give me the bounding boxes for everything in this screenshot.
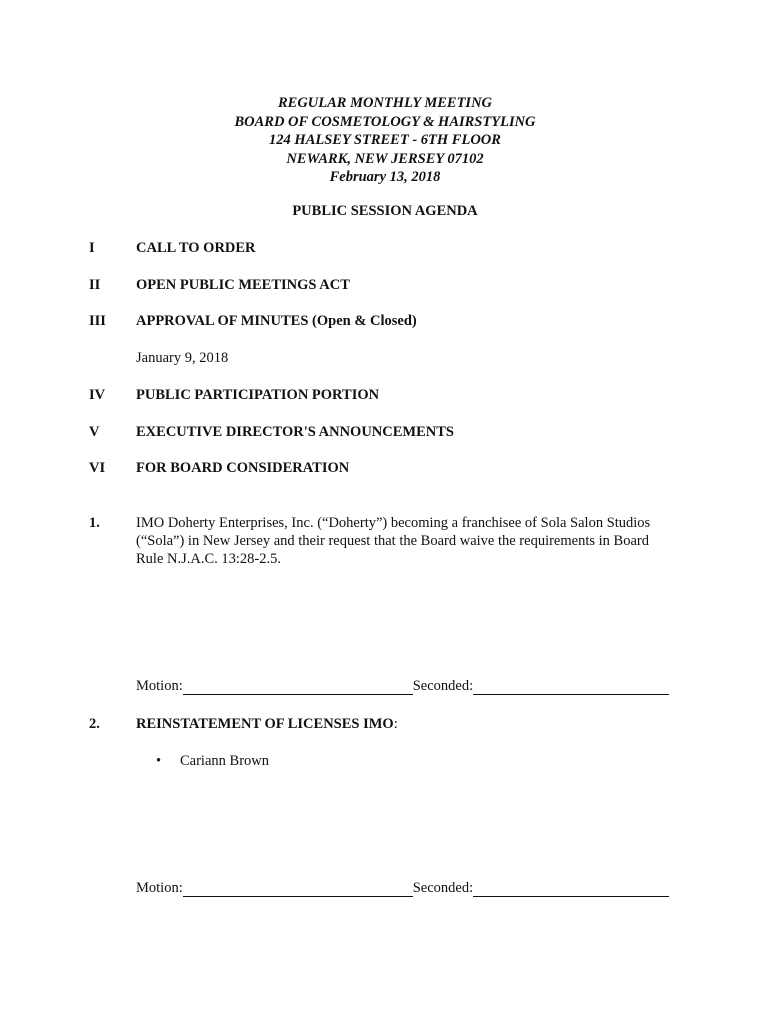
item-number: 1.: [89, 515, 100, 531]
section-title: EXECUTIVE DIRECTOR'S ANNOUNCEMENTS: [136, 424, 454, 440]
item-1-line: Rule N.J.A.C. 13:28-2.5.: [136, 551, 281, 568]
item-1-description: [136, 514, 696, 569]
section-title: APPROVAL OF MINUTES (Open & Closed): [136, 313, 417, 329]
section-number: IV: [89, 387, 106, 403]
header-meeting-type: REGULAR MONTHLY MEETING: [277, 95, 493, 111]
section-title: OPEN PUBLIC MEETINGS ACT: [136, 277, 350, 293]
minutes-date: January 9, 2018: [136, 350, 229, 366]
item-2-motion-row: [136, 880, 669, 900]
seconded-blank-line[interactable]: [473, 680, 669, 695]
item-2-heading: [136, 715, 398, 733]
motion-blank-line[interactable]: [183, 882, 413, 897]
motion-label: Motion:: [136, 880, 183, 896]
header-city-state: NEWARK, NEW JERSEY 07102: [286, 150, 484, 167]
section-number: III: [89, 313, 106, 329]
agenda-title: PUBLIC SESSION AGENDA: [292, 203, 478, 219]
bullet-icon: •: [156, 753, 162, 769]
meeting-header: [0, 94, 770, 187]
seconded-label: Seconded:: [412, 880, 474, 896]
license-list-item: [156, 753, 269, 770]
licensee-name: Cariann Brown: [180, 753, 269, 769]
header-street-address: 124 HALSEY STREET - 6TH FLOOR: [269, 132, 501, 148]
section-title: PUBLIC PARTICIPATION PORTION: [136, 387, 380, 403]
section-number: VI: [89, 460, 106, 476]
section-number: I: [89, 240, 95, 256]
item-1-line: IMO Doherty Enterprises, Inc. (“Doherty”) becoming a franchisee of Sola Salon Studios: [136, 515, 651, 531]
seconded-label: Seconded:: [412, 678, 474, 694]
item-number: 2.: [89, 716, 100, 732]
section-title: FOR BOARD CONSIDERATION: [136, 460, 350, 476]
section-title: CALL TO ORDER: [136, 240, 256, 256]
item-1-motion-row: [136, 678, 669, 698]
seconded-blank-line[interactable]: [473, 882, 669, 897]
item-2-title: REINSTATEMENT OF LICENSES IMO: [136, 716, 394, 732]
section-number: V: [89, 424, 100, 440]
motion-blank-line[interactable]: [183, 680, 413, 695]
item-1-line: (“Sola”) in New Jersey and their request that the Board waive the requirements in Board: [136, 533, 649, 550]
header-meeting-date: February 13, 2018: [329, 169, 441, 185]
item-2-colon: :: [393, 716, 398, 732]
header-board-name: BOARD OF COSMETOLOGY & HAIRSTYLING: [234, 113, 536, 130]
motion-label: Motion:: [136, 678, 183, 694]
section-number: II: [89, 277, 101, 293]
